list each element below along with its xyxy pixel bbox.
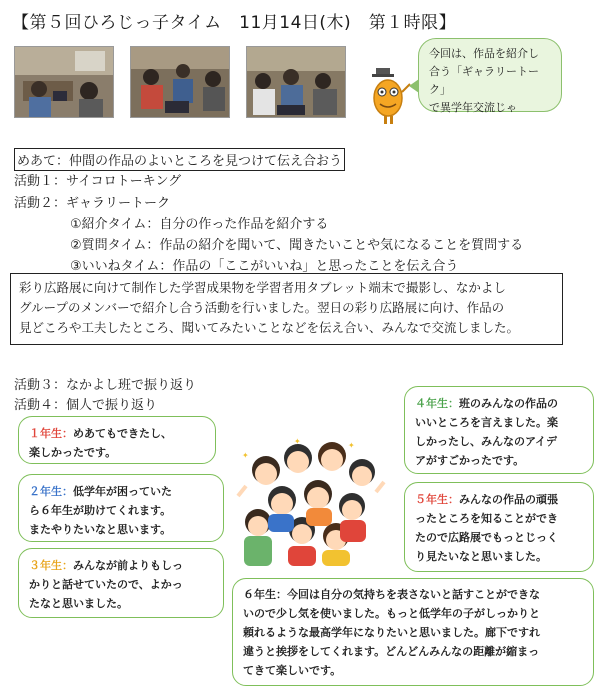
bubble-line: 今回は、作品を紹介し <box>429 47 539 60</box>
grade-3-label: ３年生： <box>29 559 73 572</box>
reflection-line: ６年生：今回は自分の気持ちを表さないと話すことができな <box>243 588 540 601</box>
activity-2: 活動２：ギャラリートーク <box>14 196 171 211</box>
classroom-photo-1 <box>14 46 114 118</box>
grade-5-label: ５年生： <box>415 493 459 506</box>
reflection-line: またやりたいなと思います。 <box>29 523 172 536</box>
reflection-line: 頼れるような最高学年になりたいと思いました。廊下ですれ <box>243 626 540 639</box>
summary-line: 見どころや工夫したところ、聞いてみたいことなどを伝え合い、みんなで交流しました。 <box>19 320 520 335</box>
reflection-line: ったところを知ることができ <box>415 512 558 525</box>
classroom-photo-2 <box>130 46 230 118</box>
bubble-line: 合う「ギャラリートーク」 <box>429 65 539 96</box>
reflection-line: てきて楽しいです。 <box>243 664 342 677</box>
reflection-line: みんなの作品の頑張 <box>459 493 558 506</box>
page-title: 【第５回ひろじっ子タイム 11月14日(木) 第１時限】 <box>12 13 457 33</box>
reflection-line: しかったし、みんなのアイデ <box>415 435 558 448</box>
reflection-line: アがすごかったです。 <box>415 454 525 467</box>
reflection-line: いいところを言えました。楽 <box>415 416 558 429</box>
reflection-line: かりと話せていたので、よかっ <box>29 578 183 591</box>
bubble-tail <box>409 79 419 93</box>
reflection-line: 違うと挨拶をしてくれます。どんどんみんなの距離が縮まっ <box>243 645 540 658</box>
reflection-line: たので広路展でもっとじっく <box>415 531 558 544</box>
lesson-aim: めあて：仲間の作品のよいところを見つけて伝え合おう <box>14 148 345 171</box>
reflection-line: ら６年生が助けてくれます。 <box>29 504 172 517</box>
activity-3: 活動３：なかよし班で振り返り <box>14 378 197 393</box>
reflection-line: 楽しかったです。 <box>29 446 117 459</box>
bubble-line: で異学年交流じゃ <box>429 101 517 114</box>
summary-line: 彩り広路展に向けて制作した学習成果物を学習者用タブレット端末で撮影し、なかよし <box>19 280 506 295</box>
summary-line: グループのメンバーで紹介し合う活動を行いました。翌日の彩り広路展に向け、作品の <box>19 300 505 315</box>
grade-1-label: １年生： <box>29 427 73 440</box>
reflection-line: めあてもできたし、 <box>73 427 172 440</box>
mascot-character <box>366 66 412 128</box>
reflection-grade-4 <box>404 386 594 474</box>
reflection-line: 班のみんなの作品の <box>459 397 558 410</box>
reflection-line: 低学年が困っていた <box>73 485 172 498</box>
reflection-grade-3 <box>18 548 224 618</box>
reflection-grade-2 <box>18 474 224 542</box>
reflection-line: いので少し気を使いました。もっと低学年の子がしっかりと <box>243 607 540 620</box>
reflection-line: たなと思いました。 <box>29 597 128 610</box>
activity-4: 活動４：個人で振り返り <box>14 398 158 413</box>
children-illustration <box>236 436 386 566</box>
svg-text:✦: ✦ <box>294 437 301 446</box>
reflection-grade-6 <box>232 578 594 686</box>
reflection-line: みんなが前よりもしっ <box>73 559 183 572</box>
reflection-grade-1 <box>18 416 216 464</box>
reflection-line: り見たいなと思いました。 <box>415 550 547 563</box>
grade-2-label: ２年生： <box>29 485 73 498</box>
reflection-grade-5 <box>404 482 594 572</box>
classroom-photo-3 <box>246 46 346 118</box>
grade-4-label: ４年生： <box>415 397 459 410</box>
activity-1: 活動１：サイコロトーキング <box>14 174 182 189</box>
summary-box <box>10 273 563 345</box>
svg-text:✦: ✦ <box>242 451 249 460</box>
activity-2-step-3: ③いいねタイム：作品の「ここがいいね」と思ったことを伝え合う <box>70 259 459 274</box>
activity-2-step-2: ②質問タイム：作品の紹介を聞いて、聞きたいことや気になることを質問する <box>70 238 524 253</box>
mascot-speech-bubble <box>418 38 562 112</box>
activity-2-step-1: ①紹介タイム：自分の作った作品を紹介する <box>70 217 329 232</box>
svg-text:✦: ✦ <box>348 441 355 450</box>
